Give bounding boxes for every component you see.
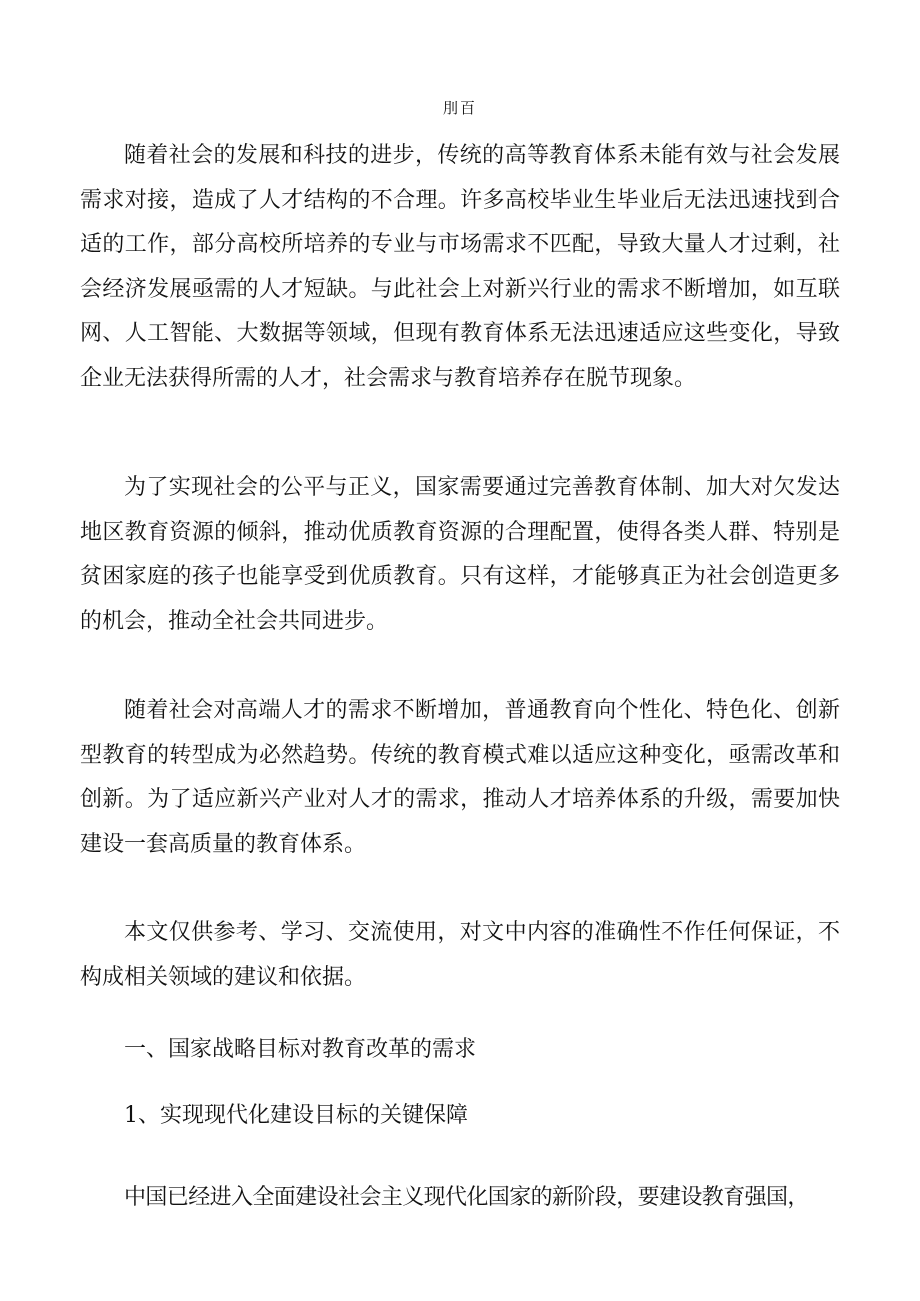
paragraph-4-disclaimer: 本文仅供参考、学习、交流使用，对文中内容的准确性不作任何保证，不构成相关领域的建议和依据。 xyxy=(80,920,840,990)
paragraph-5: 中国已经进入全面建设社会主义现代化国家的新阶段，要建设教育强国， xyxy=(124,1185,809,1210)
paragraph-3: 随着社会对高端人才的需求不断增加，普通教育向个性化、特色化、创新型教育的转型成为必然趋势。传统的教育模式难以适应这种变化，亟需改革和创新。为了适应新兴产业对人才的需求，推动人才培养体系的升级，需要加快建设一套高质量的教育体系。 xyxy=(80,698,840,857)
section-heading: 一、国家战略目标对教育改革的需求 xyxy=(124,1037,477,1062)
paragraph-2: 为了实现社会的公平与正义，国家需要通过完善教育体制、加大对欠发达地区教育资源的倾斜，推动优质教育资源的合理配置，使得各类人群、特别是贫困家庭的孩子也能享受到优质教育。只有这样，才能够真正为社会创造更多的机会，推动全社会共同进步。 xyxy=(80,475,840,634)
paragraph-1: 随着社会的发展和科技的进步，传统的高等教育体系未能有效与社会发展需求对接，造成了人才结构的不合理。许多高校毕业生毕业后无法迅速找到合适的工作，部分高校所培养的专业与市场需求不匹配，导致大量人才过剩，社会经济发展亟需的人才短缺。与此社会上对新兴行业的需求不断增加，如互联网、人工智能、大数据等领域，但现有教育体系无法迅速适应这些变化，导致企业无法获得所需的人才，社会需求与教育培养存在脱节现象。 xyxy=(80,143,840,391)
subsection-heading: 1、实现现代化建设目标的关键保障 xyxy=(124,1103,468,1128)
preface-heading: 刖百 xyxy=(442,99,477,117)
